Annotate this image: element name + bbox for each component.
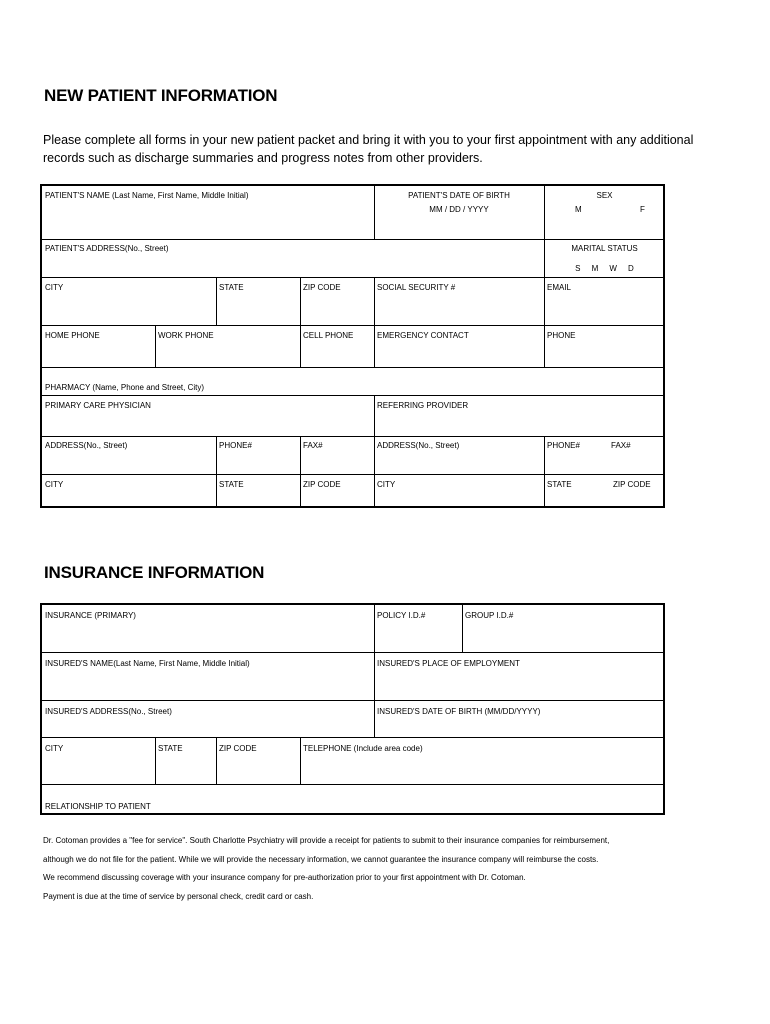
insured-employment-field[interactable]: INSURED'S PLACE OF EMPLOYMENT: [377, 659, 520, 668]
dob-field[interactable]: [374, 188, 544, 218]
patient-section-title: NEW PATIENT INFORMATION: [44, 86, 278, 105]
dob-format: MM / DD / YYYY: [429, 205, 489, 214]
pcp-phone-field[interactable]: PHONE#: [219, 441, 252, 450]
insurance-section-title: INSURANCE INFORMATION: [44, 563, 265, 582]
zip-field[interactable]: ZIP CODE: [303, 283, 341, 292]
home-phone-field[interactable]: HOME PHONE: [45, 331, 100, 340]
pcp-city-field[interactable]: CITY: [45, 480, 64, 489]
insurance-info-table: [40, 603, 665, 815]
pcp-field[interactable]: PRIMARY CARE PHYSICIAN: [45, 401, 151, 410]
pcp-fax-field[interactable]: FAX#: [303, 441, 323, 450]
insured-telephone-field[interactable]: TELEPHONE (Include area code): [303, 744, 423, 753]
cell-phone-field[interactable]: CELL PHONE: [303, 331, 354, 340]
ref-fax-field[interactable]: FAX#: [611, 441, 631, 450]
relationship-field[interactable]: RELATIONSHIP TO PATIENT: [45, 802, 151, 811]
sex-option-m[interactable]: M: [575, 205, 582, 214]
dob-label: PATIENT'S DATE OF BIRTH: [408, 191, 510, 200]
insured-zip-field[interactable]: ZIP CODE: [219, 744, 257, 753]
group-id-field[interactable]: GROUP I.D.#: [465, 611, 514, 620]
state-field[interactable]: STATE: [219, 283, 244, 292]
policy-id-field[interactable]: POLICY I.D.#: [377, 611, 426, 620]
note-line: We recommend discussing coverage with your insurance company for pre-authorization prior to your first appointment with Dr. Cotoman.: [43, 873, 526, 882]
pcp-zip-field[interactable]: ZIP CODE: [303, 480, 341, 489]
intro-text: Please complete all forms in your new patient packet and bring it with you to your first appointment with any additional records such as discharge summaries and progress notes from other providers.: [43, 133, 694, 165]
insured-dob-field[interactable]: INSURED'S DATE OF BIRTH (MM/DD/YYYY): [377, 707, 541, 716]
patient-name-field[interactable]: PATIENT'S NAME (Last Name, First Name, Middle Initial): [45, 191, 249, 200]
ssn-field[interactable]: SOCIAL SECURITY #: [377, 283, 456, 292]
payment-notes: [43, 834, 743, 908]
note-line: although we do not file for the patient. While we will provide the necessary information, we cannot guarantee the insurance company will reimburse the costs.: [43, 854, 599, 864]
note-line: Dr. Cotoman provides a "fee for service". South Charlotte Psychiatry will provide a receipt for patients to submit to their insurance companies for reimbursement,: [43, 836, 610, 845]
sex-field[interactable]: [544, 188, 665, 218]
email-field[interactable]: EMAIL: [547, 283, 572, 292]
insured-name-field[interactable]: INSURED'S NAME(Last Name, First Name, Middle Initial): [45, 659, 250, 668]
patient-address-field[interactable]: PATIENT'S ADDRESS(No., Street): [45, 244, 169, 253]
sex-label: SEX: [596, 191, 613, 200]
insured-address-field[interactable]: INSURED'S ADDRESS(No., Street): [45, 707, 172, 716]
ref-city-field[interactable]: CITY: [377, 480, 396, 489]
insurance-primary-field[interactable]: INSURANCE (PRIMARY): [45, 611, 136, 620]
marital-status-field[interactable]: [544, 241, 665, 277]
insured-city-field[interactable]: CITY: [45, 744, 64, 753]
ref-address-field[interactable]: ADDRESS(No., Street): [377, 441, 460, 450]
patient-info-table: [40, 184, 665, 508]
marital-status-label: MARITAL STATUS: [571, 244, 638, 253]
ref-zip-field[interactable]: ZIP CODE: [613, 480, 651, 489]
ref-phone-field[interactable]: PHONE#: [547, 441, 580, 450]
referring-provider-field[interactable]: REFERRING PROVIDER: [377, 401, 469, 410]
sex-option-f[interactable]: F: [640, 205, 645, 214]
pharmacy-field[interactable]: PHARMACY (Name, Phone and Street, City): [45, 383, 205, 392]
city-field[interactable]: CITY: [45, 283, 64, 292]
insured-state-field[interactable]: STATE: [158, 744, 183, 753]
pcp-address-field[interactable]: ADDRESS(No., Street): [45, 441, 128, 450]
emergency-contact-field[interactable]: EMERGENCY CONTACT: [377, 331, 469, 340]
marital-status-options: S M W D: [575, 264, 634, 273]
work-phone-field[interactable]: WORK PHONE: [158, 331, 214, 340]
emergency-phone-field[interactable]: PHONE: [547, 331, 576, 340]
note-line: Payment is due at the time of service by personal check, credit card or cash.: [43, 891, 314, 901]
ref-state-field[interactable]: STATE: [547, 480, 572, 489]
pcp-state-field[interactable]: STATE: [219, 480, 244, 489]
